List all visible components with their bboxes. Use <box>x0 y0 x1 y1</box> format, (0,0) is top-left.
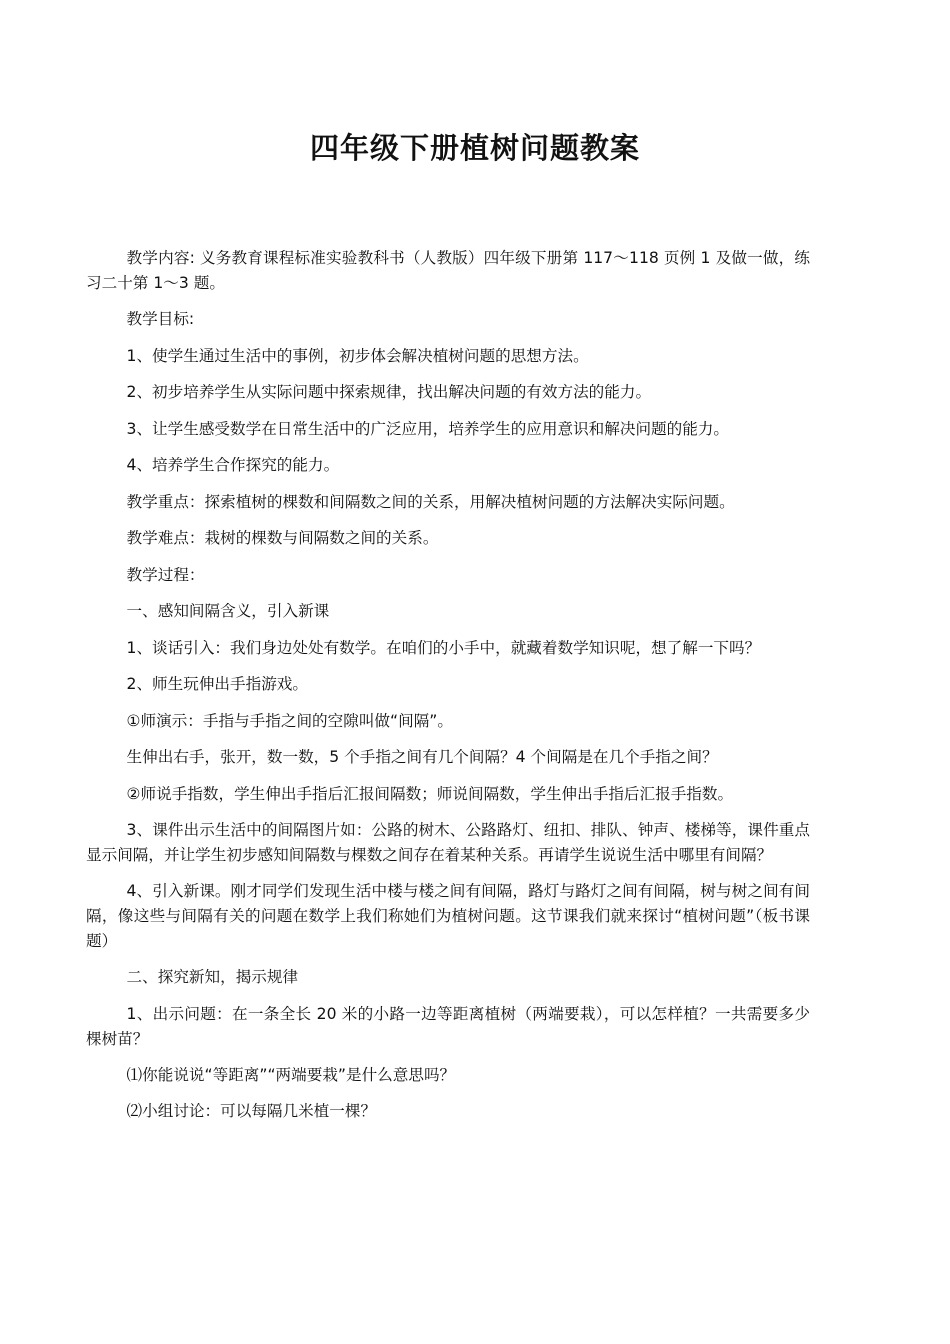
paragraph-goal-4: 4、培养学生合作探究的能力。 <box>126 456 340 474</box>
paragraph-step-1: 1、谈话引入：我们身边处处有数学。在咱们的小手中，就藏着数学知识呢，想了解一下吗？ <box>126 638 761 657</box>
paragraph-step-2: 2、师生玩伸出手指游戏。 <box>126 675 308 693</box>
paragraph-step-4: 4、引入新课。刚才同学们发现生活中楼与楼之间有间隔，路灯与路灯之间有间隔，树与树之间有间隔，像这些与间隔有关的问题在数学上我们称她们为植树问题。这节课我们就来探讨“植树问题”（板书课题） <box>86 882 810 950</box>
paragraph-teaching-content: 教学内容: 义务教育课程标准实验教科书（人教版）四年级下册第 117～118 页例 1 及做一做，练习二十第 1～3 题。 <box>86 249 810 292</box>
paragraph-key-point: 教学重点：探索植树的棵数和间隔数之间的关系，用解决植树问题的方法解决实际问题。 <box>126 492 735 511</box>
document-body <box>86 246 810 1136</box>
paragraph-teaching-goals-heading: 教学目标: <box>126 310 195 328</box>
section-heading-2: 二、探究新知，揭示规律 <box>126 968 299 986</box>
paragraph-problem-1-q1: ⑴你能说说“等距离”“两端要栽”是什么意思吗？ <box>126 1065 456 1084</box>
page-title: 四年级下册植树问题教案 <box>309 131 640 165</box>
paragraph-problem-1: 1、出示问题：在一条全长 20 米的小路一边等距离植树（两端要栽），可以怎样植？一共需要多少棵树苗？ <box>86 1004 810 1048</box>
paragraph-difficulty: 教学难点：栽树的棵数与间隔数之间的关系。 <box>126 529 439 547</box>
paragraph-goal-3: 3、让学生感受数学在日常生活中的广泛应用，培养学生的应用意识和解决问题的能力。 <box>126 419 730 438</box>
paragraph-step-2-b: ②师说手指数，学生伸出手指后汇报间隔数；师说间隔数，学生伸出手指后汇报手指数。 <box>126 784 734 803</box>
paragraph-goal-2: 2、初步培养学生从实际问题中探索规律，找出解决问题的有效方法的能力。 <box>126 383 652 401</box>
paragraph-problem-1-q2: ⑵小组讨论：可以每隔几米植一棵？ <box>126 1102 377 1120</box>
paragraph-step-3: 3、课件出示生活中的间隔图片如：公路的树木、公路路灯、纽扣、排队、钟声、楼梯等，课件重点显示间隔，并让学生初步感知间隔数与棵数之间存在着某种关系。再请学生说说生活中哪里有间隔？ <box>86 821 810 864</box>
paragraph-step-2-a-student: 生伸出右手，张开，数一数，5 个手指之间有几个间隔？4 个间隔是在几个手指之间？ <box>126 748 718 766</box>
paragraph-goal-1: 1、使学生通过生活中的事例，初步体会解决植树问题的思想方法。 <box>126 346 589 365</box>
paragraph-process-heading: 教学过程： <box>126 565 205 584</box>
paragraph-step-2-a: ①师演示：手指与手指之间的空隙叫做“间隔”。 <box>126 711 453 730</box>
section-heading-1: 一、感知间隔含义，引入新课 <box>126 602 330 620</box>
